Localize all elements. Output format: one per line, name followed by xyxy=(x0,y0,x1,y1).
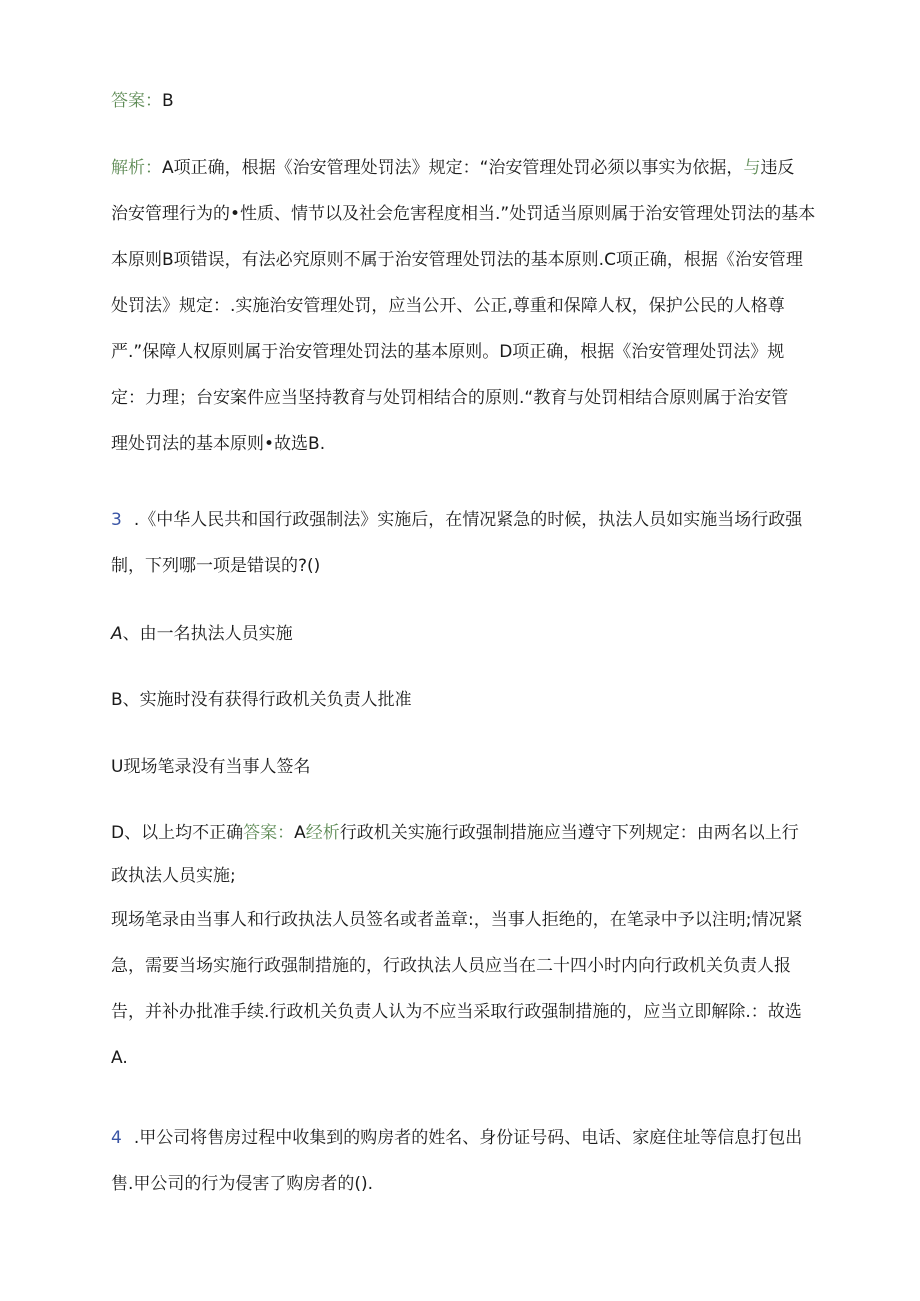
answer-value: A xyxy=(294,823,306,843)
analysis-line: 政执法人员实施; xyxy=(111,866,236,886)
option-text: 、由一名执法人员实施 xyxy=(122,624,293,644)
analysis-line: 治安管理行为的•性质、情节以及社会危害程度相当.”处罚适当原则属于治安管理处罚法的基本 xyxy=(111,204,816,224)
analysis-line: 行政机关实施行政强制措施应当遵守下列规定：由两名以上行 xyxy=(339,823,799,843)
option-d: D、以上均不正确 xyxy=(111,823,244,843)
question-3 xyxy=(111,497,811,589)
question-number: 4 xyxy=(111,1128,122,1148)
option-text: B、实施时没有获得行政机关负责人批准 xyxy=(111,690,412,710)
analysis-line: A. xyxy=(111,1048,128,1068)
analysis-line: 严.”保障人权原则属于治安管理处罚法的基本原则。D项正确，根据《治安管理处罚法》规 xyxy=(111,342,785,362)
question-stem: .《中华人民共和国行政强制法》实施后，在情况紧急的时候，执法人员如实施当场行政强 xyxy=(133,510,803,530)
question-stem: 制，下列哪一项是错误的?() xyxy=(111,556,321,576)
analysis-line-tail: 违反 xyxy=(760,158,795,178)
question-stem: .甲公司将售房过程中收集到的购房者的姓名、身份证号码、电话、家庭住址等信息打包出 xyxy=(133,1128,803,1148)
question-4 xyxy=(111,1115,811,1207)
analysis-line: 现场笔录由当事人和行政执法人员签名或者盖章:，当事人拒绝的，在笔录中予以注明;情况紧 xyxy=(111,910,803,930)
q2-analysis xyxy=(111,145,816,467)
analysis-line: 处罚法》规定：.实施治安管理处罚，应当公开、公正,尊重和保障人权，保护公民的人格尊 xyxy=(111,296,785,316)
analysis-line: 理处罚法的基本原则•故选B. xyxy=(111,434,326,454)
answer-value: B xyxy=(162,91,174,111)
option-text: U现场笔录没有当事人签名 xyxy=(111,757,311,777)
question-number: 3 xyxy=(111,510,122,530)
analysis-line: A项正确，根据《治安管理处罚法》规定：“治安管理处罚必须以事实为依据， xyxy=(162,158,744,178)
option-letter: A xyxy=(111,624,123,644)
option-c xyxy=(111,744,811,790)
analysis-line: 定：力理；台安案件应当坚持教育与处罚相结合的原则.“教育与处罚相结合原则属于治安管 xyxy=(111,388,789,408)
option-a xyxy=(111,611,811,657)
analysis-line: 本原则B项错误，有法必究原则不属于治安管理处罚法的基本原则.C项正确，根据《治安管理 xyxy=(111,250,803,270)
question-stem: 售.甲公司的行为侵害了购房者的(). xyxy=(111,1174,374,1194)
option-b xyxy=(111,677,811,723)
analysis-label: 经析 xyxy=(305,823,340,843)
analysis-line: 告，并补办批准手续.行政机关负责人认为不应当采取行政强制措施的，应当立即解除.：故选 xyxy=(111,1002,802,1022)
answer-label: 答案： xyxy=(111,91,162,111)
q3-answer-analysis xyxy=(111,810,811,1081)
q2-answer xyxy=(111,78,811,124)
analysis-highlight: 与 xyxy=(743,158,761,178)
analysis-line: 急，需要当场实施行政强制措施的，行政执法人员应当在二十四小时内向行政机关负责人报 xyxy=(111,956,791,976)
answer-label: 答案： xyxy=(243,823,295,843)
analysis-label: 解析： xyxy=(111,158,162,178)
